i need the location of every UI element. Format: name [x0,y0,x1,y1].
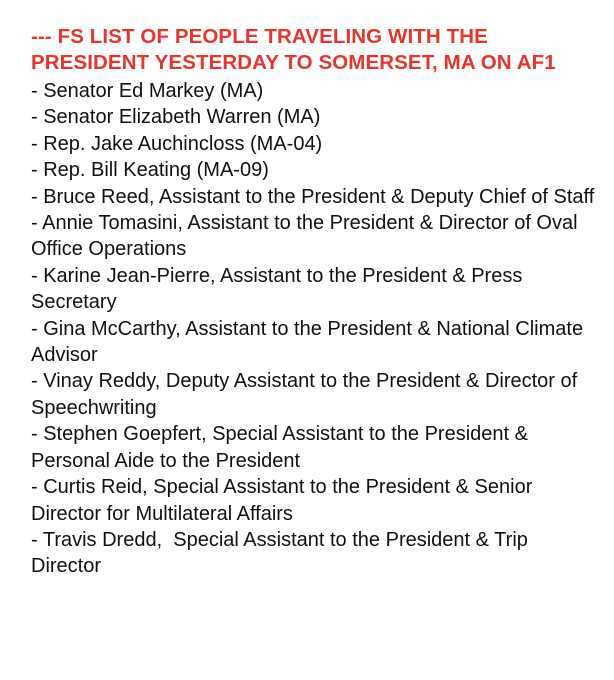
traveler-list [31,78,601,580]
list-item: - Bruce Reed, Assistant to the President & Deputy Chief of Staff [31,185,595,208]
list-item: - Senator Ed Markey (MA) [31,80,264,102]
list-item: - Annie Tomasini, Assistant to the President & Director of Oval Office Operations [31,212,584,261]
list-item: - Gina McCarthy, Assistant to the President & National Climate Advisor [31,317,588,367]
list-item: - Rep. Bill Keating (MA-09) [31,159,269,182]
list-item: - Senator Elizabeth Warren (MA) [31,106,321,129]
list-item: - Curtis Reid, Special Assistant to the President & Senior Director for Multilateral Affairs [31,476,538,525]
list-item: - Karine Jean-Pierre, Assistant to the President & Press Secretary [31,264,528,314]
list-item: - Rep. Jake Auchincloss (MA-04) [31,132,323,155]
document-title: --- FS LIST OF PEOPLE TRAVELING WITH THE PRESIDENT YESTERDAY TO SOMERSET, MA ON AF1 [31,25,556,74]
list-item: - Travis Dredd, Special Assistant to the President & Trip Director [31,528,534,578]
list-item: - Stephen Goepfert, Special Assistant to the President & Personal Aide to the President [31,423,534,472]
document [31,24,601,580]
list-item: - Vinay Reddy, Deputy Assistant to the President & Director of Speechwriting [31,370,583,419]
